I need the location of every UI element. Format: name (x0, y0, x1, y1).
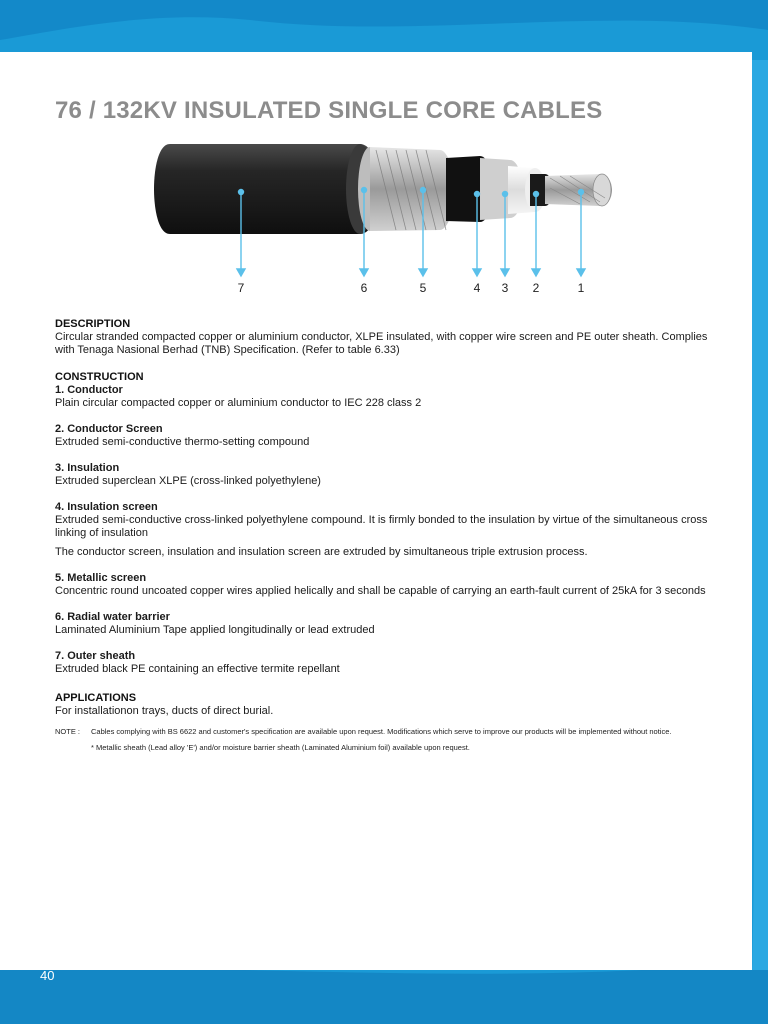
page-number: 40 (40, 968, 55, 983)
applications-section (55, 692, 715, 718)
spec-content (55, 318, 715, 753)
item-text: Extruded black PE containing an effective termite repellant (55, 663, 340, 675)
metallic-screen (370, 147, 455, 231)
applications-heading: APPLICATIONS (55, 692, 137, 704)
construction-item-conductor-screen (55, 423, 715, 449)
item-text: Extruded semi-conductive cross-linked polyethylene compound. It is firmly bonded to the insulation by virtue of the simultaneous cross linking of insulation (55, 514, 708, 539)
note-line-1: Cables complying with BS 6622 and customer's specification are available upon request. Modifications which serve to improve our products will be implemented without notice. (91, 727, 672, 736)
description-heading: DESCRIPTION (55, 318, 131, 330)
item-extra-text: The conductor screen, insulation and insulation screen are extruded by simultaneous triple extrusion process. (55, 546, 588, 558)
item-text: Plain circular compacted copper or aluminium conductor to IEC 228 class 2 (55, 397, 422, 409)
item-text: Extruded semi-conductive thermo-setting compound (55, 436, 310, 448)
callout-label-3: 3 (501, 281, 509, 295)
page-title: 76 / 132KV INSULATED SINGLE CORE CABLES (55, 97, 603, 124)
description-section (55, 318, 715, 357)
item-text: Concentric round uncoated copper wires applied helically and shall be capable of carrying an earth-fault current of 25kA for 3 seconds (55, 585, 706, 597)
item-title: 7. Outer sheath (55, 650, 136, 662)
item-title: 3. Insulation (55, 462, 120, 474)
item-title: 1. Conductor (55, 384, 123, 396)
construction-item-insulation-screen (55, 501, 715, 559)
item-title: 2. Conductor Screen (55, 423, 163, 435)
callout-label-7: 7 (237, 281, 245, 295)
note-section (55, 726, 715, 753)
callout-label-5: 5 (419, 281, 427, 295)
item-title: 6. Radial water barrier (55, 611, 170, 623)
note-line-2: * Metallic sheath (Lead alloy 'E') and/or moisture barrier sheath (Laminated Aluminium foil) available upon request. (91, 743, 470, 752)
cable-cross-section-illustration (150, 138, 620, 280)
construction-item-water-barrier (55, 611, 715, 637)
callout-label-2: 2 (532, 281, 540, 295)
item-title: 5. Metallic screen (55, 572, 147, 584)
item-text: Extruded superclean XLPE (cross-linked polyethylene) (55, 475, 321, 487)
item-title: 4. Insulation screen (55, 501, 158, 513)
construction-item-metallic-screen (55, 572, 715, 598)
construction-item-outer-sheath (55, 650, 715, 676)
callout-label-1: 1 (577, 281, 585, 295)
construction-item-conductor (55, 384, 715, 410)
callout-label-6: 6 (360, 281, 368, 295)
applications-text: For installationon trays, ducts of direct burial. (55, 705, 274, 717)
construction-heading: CONSTRUCTION (55, 371, 144, 383)
construction-item-insulation (55, 462, 715, 488)
note-label: NOTE : (55, 727, 81, 736)
description-text: Circular stranded compacted copper or aluminium conductor, XLPE insulated, with copper wire screen and PE outer sheath. Complies with Tenaga Nasional Berhad (TNB) Specification. (Refer to table 6.33) (55, 331, 708, 356)
item-text: Laminated Aluminium Tape applied longitudinally or lead extruded (55, 624, 375, 636)
callout-label-4: 4 (473, 281, 481, 295)
